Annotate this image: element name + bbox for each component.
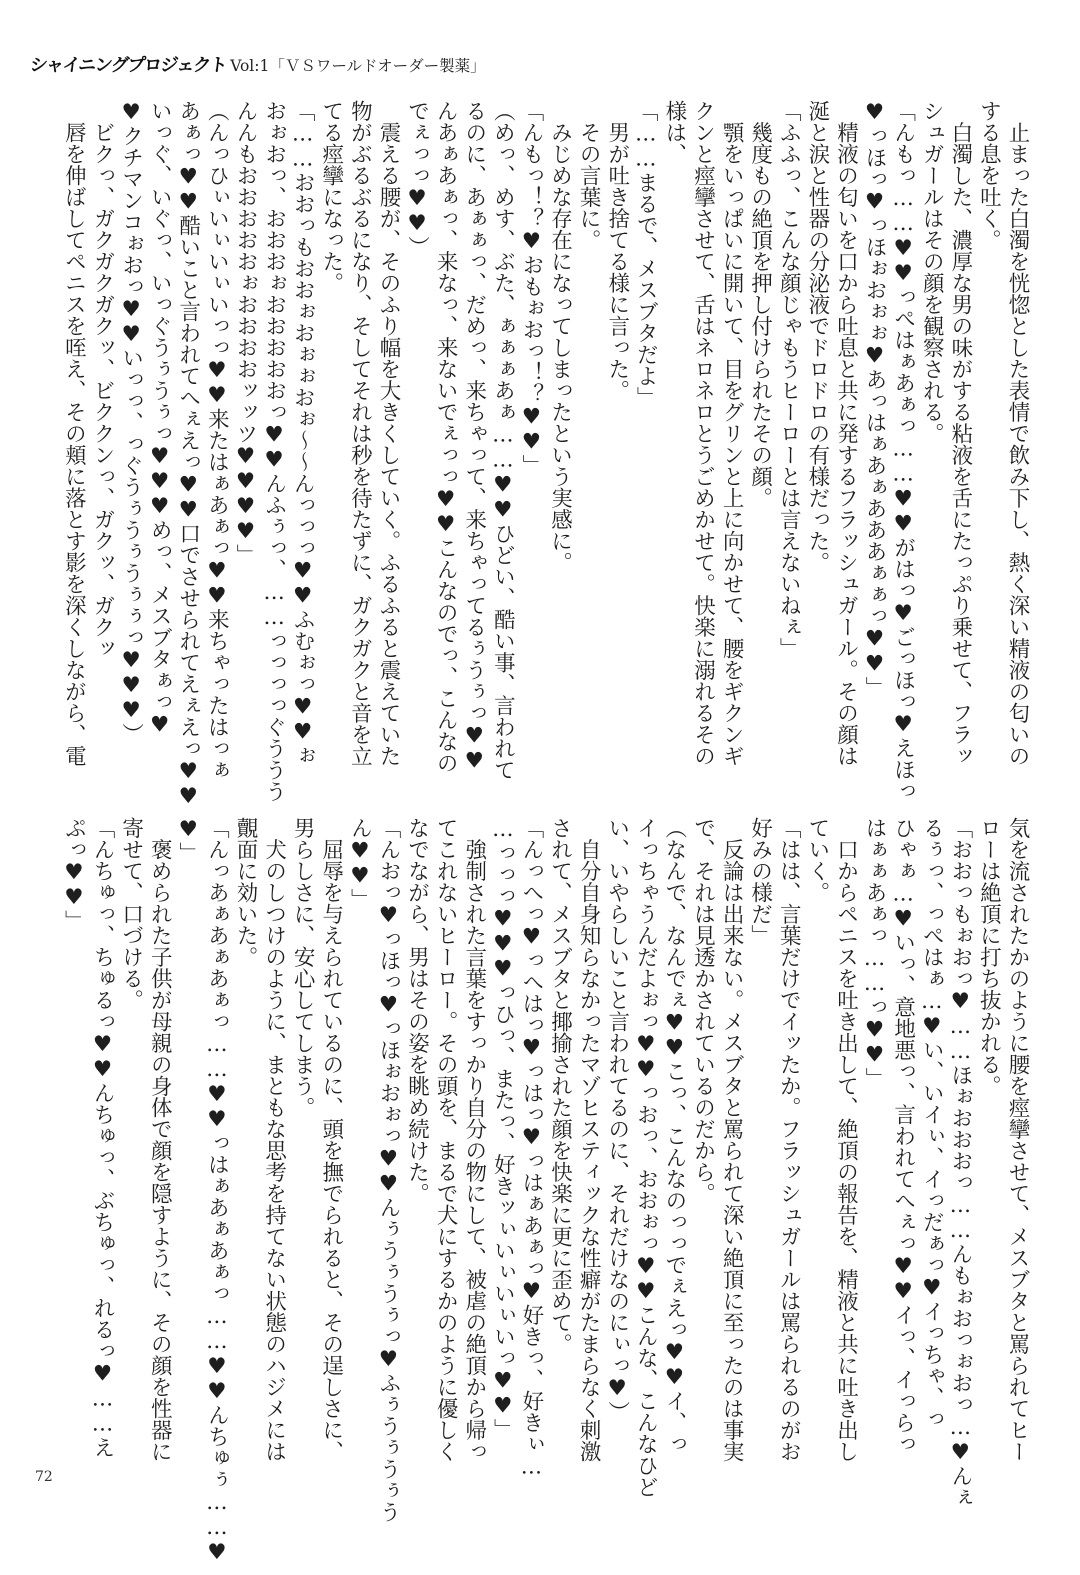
text-column: おぉおっ、おおおぉおおおおおっ♥♥んふぅっ、……っっっっぐううう (261, 100, 287, 802)
text-column: 男らしさに、安心してしまう。 (290, 817, 316, 1118)
text-column: 顎をいっぱいに開いて、目をグリンと上に向かせて、腰をギクンギ (719, 100, 745, 767)
text-column: 気を流されたかのように腰を痙攣させて、メスブタと罵られてヒー (1005, 817, 1030, 1462)
text-column: されて、メスブタと揶揄された顔を快楽に更に歪めて。 (547, 817, 573, 1355)
text-column: 唇を伸ばしてペニスを咥え、その頬に落とす影を深くしながら、電 (61, 100, 87, 767)
text-column: てこれないヒーロー。その頭を、まるで犬にするかのように優しく (433, 817, 459, 1462)
text-column: ♥」 (175, 817, 201, 864)
text-column: るのに、あぁぁっ、だめっ、来ちゃって、来ちゃってるぅうぅっ♥♥ (461, 100, 487, 774)
text-column: 褒められた子供が母親の身体で顔を隠すように、その顔を性器に (147, 817, 173, 1462)
text-column: 白濁した、濃厚な男の味がする粘液を舌にたっぷり乗せて、フラッ (947, 100, 973, 767)
text-column: あぁっ♥♥酷いこと言われてへぇえっ♥♥口でさせられてえぇえっ♥♥ (175, 100, 201, 809)
text-column: んあぁあぁっ、来なっ、来ないでぇっっ♥♥こんなのでっ、こんなの (433, 100, 459, 774)
text-column: その言葉に。 (576, 100, 602, 251)
text-column: 強制された言葉をすっかり自分の物にして、被虐の絶頂から帰っ (461, 817, 487, 1462)
text-column: ん♥♥」 (347, 817, 373, 910)
text-column: 止まった白濁を恍惚とした表情で飲み下し、熱く深い精液の匂いの (1005, 100, 1030, 767)
text-column: 「んちゅっ、ちゅるっ♥♥んちゅっ、ぶちゅっ、れるっ♥……え (90, 817, 115, 1458)
text-column: で、それは見透かされているのだから。 (690, 817, 716, 1204)
text-column: 「んっあぁあぁあぁっ……♥♥っはぁあぁあぁっ……♥♥んちゅぅ……♥ (204, 817, 230, 1565)
text-column: 「んおっ♥っほっ♥っほぉおぉっ♥♥んぅうぅうぅっ♥ふぅうぅうぅう (375, 817, 401, 1523)
text-column: イっちゃうんだよぉっ♥♥っおっ、おおぉっ♥♥こんな、こんなひど (633, 817, 659, 1498)
text-column: シュガールはその顔を観察される。 (919, 100, 945, 444)
page-number: 72 (35, 1469, 53, 1485)
text-column: 精液の匂いを口から吐息と共に発するフラッシュガール。その顔は (833, 100, 859, 767)
text-block-bottom (59, 817, 1031, 1565)
text-column: 様は、 (661, 100, 687, 165)
text-column: みじめな存在になってしまったという実感に。 (547, 100, 573, 573)
text-column: ローは絶頂に打ち抜かれる。 (976, 817, 1002, 1097)
text-column: 「んっへっ♥っへはっ♥っはっ♥っはぁあぁっ♥好きっ、好きぃ… (518, 817, 544, 1480)
text-column: 「おおっもぉおっ♥……ほぉおおおっ……んもぉおっぉおっ…♥んぇ (947, 817, 973, 1508)
text-column: 物がぶるぶるになり、そしてそれは秒を待たずに、ガクガクと音を立 (347, 100, 373, 767)
series-logo: シャイニングプロジェクト (28, 55, 228, 76)
text-column: …っっっ♥♥♥っひっ、またっ、好きッぃいぃいぃいっ♥♥」 (490, 817, 516, 1440)
text-column: い、いやらしいこと言われてるのに、それだけなのにぃっ♥） (604, 817, 630, 1423)
text-column: 好みの様だ」 (747, 817, 773, 946)
text-column: 寄せて、口づける。 (118, 817, 144, 1011)
text-column: 反論は出来ない。メスブタと罵られて深い絶頂に至ったのは事実 (719, 817, 745, 1462)
text-column: 「はは、言葉だけでイッたか。フラッシュガールは罵られるのがお (776, 817, 802, 1462)
text-column: 幾度もの絶頂を押し付けられたその顔。 (747, 100, 773, 509)
text-column: んんもおおおおおぉおおおおッッツ♥♥♥♥」 (232, 100, 258, 566)
text-column: 犬のしつけのように、まともな思考を持てない状態のハジメには (261, 817, 287, 1462)
text-column: 震える腰が、そのふり幅を大きくしていく。ふるふると震えていた (375, 100, 401, 767)
text-column: はぁぁあぁっ……っ♥♥」 (862, 817, 888, 1089)
text-column: 涎と涙と性器の分泌液でドロドロの有様だった。 (804, 100, 830, 573)
text-column: （なんで、なんでぇ♥♥こっ、こんなのっっでぇえっ♥♥イ、っ (661, 817, 687, 1455)
text-column: クンと痙攣させて、舌はネロネロとうごめかせて。快楽に溺れるその (690, 100, 716, 767)
text-column: ていく。 (804, 817, 830, 903)
text-column: する息を吐く。 (976, 100, 1002, 251)
text-column: 屈辱を与えられているのに、頭を撫でられると、その逞しさに、 (318, 817, 344, 1462)
text-column: いっぐ、いぐっ、いっぐうぅうぅっ♥♥♥めっ、メスブタぁっ♥ (147, 100, 173, 738)
text-column: でぇっっ♥♥） (404, 100, 430, 258)
text-column: 「……まるで、メスブタだよ」 (633, 100, 659, 408)
text-column: 「んもっ……♥♥っぺはぁあぁっ……♥♥がはっ♥ごっほっ♥えほっ (890, 100, 916, 802)
text-column: 覿面に効いた。 (232, 817, 258, 968)
text-column: ♥クチマンコぉおっ♥♥いっっ、っぐうぅうぅうぅぅっ♥♥♥） (118, 100, 144, 745)
text-column: なでながら、男はその姿を眺め続けた。 (404, 817, 430, 1204)
text-column: るぅっ、っぺはぁ…♥い、いイぃ、イっだぁっ♥イっちゃ、っ (919, 817, 945, 1430)
text-column: 自分自身知らなかったマゾヒスティックな性癖がたまらなく刺激 (576, 817, 602, 1462)
text-column: ひゃぁ…♥いっ、意地悪っ、言われてへぇっ♥♥イっ、イっらっ (890, 817, 916, 1455)
text-column: てる痙攣になった。 (318, 100, 344, 294)
text-column: ぷっ♥♥」 (61, 817, 87, 932)
running-header (30, 51, 486, 77)
text-column: 口からペニスを吐き出して、絶頂の報告を、精液と共に吐き出し (833, 817, 859, 1462)
text-column: ♥っほっ♥っほぉおぉぉ♥あっはぁあぁあああぁぁっ♥♥」 (862, 100, 888, 698)
volume-title: Vol:1「ＶＳワールドオーダー製薬」 (230, 57, 486, 75)
text-column: （めっ、めす、ぶた、ぁぁぁあぁ……♥♥ひどい、酷い事、言われて (490, 100, 516, 781)
text-column: 「んもっ！？♥おもぉおっ！？♥♥」 (518, 100, 544, 476)
text-column: （んっひぃいぃいぃいっっ♥♥来たはぁあぁっ♥♥来ちゃったはっぁ (204, 100, 230, 781)
text-column: 「……おおっもおおぉおぉぉおぉ〜〜んっっっ♥♥ふむぉっ♥♥ぉ (290, 100, 316, 766)
text-column: 「ふふっ、こんな顔じゃもうヒーローとは言えないねぇ」 (776, 100, 802, 659)
text-column: 男が吐き捨てる様に言った。 (604, 100, 630, 401)
text-block-top (59, 100, 1031, 809)
text-column: ビクっ、ガクガクガクッ、ビククンっ、ガクッ、ガクッ (90, 100, 115, 659)
